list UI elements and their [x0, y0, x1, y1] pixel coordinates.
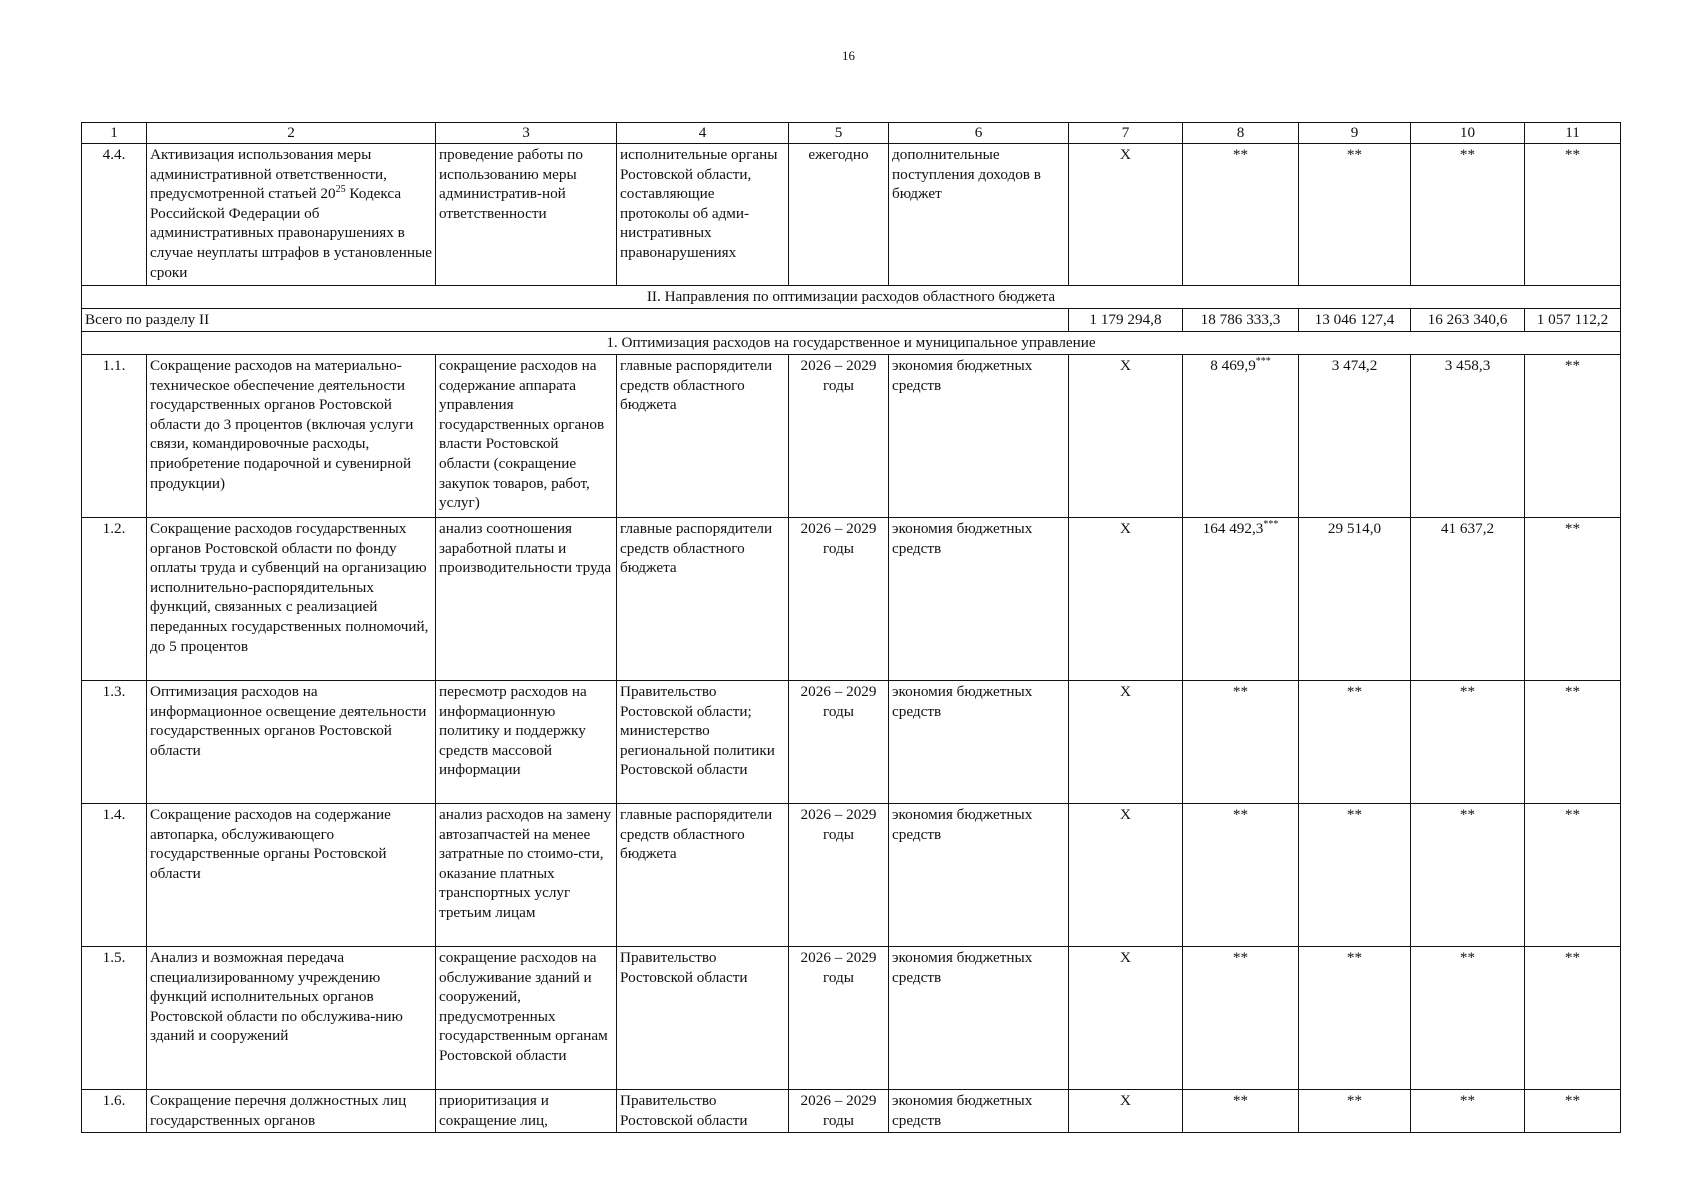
- value-col7: X: [1069, 1090, 1183, 1133]
- measure-cell: Сокращение расходов на материально-техническое обеспечение деятельности государственных органов Ростовской области до 3 процентов (включая услуги связи, командировочные расходы, приобретение подарочной и сувенирной продукции): [147, 355, 436, 518]
- column-header: 10: [1411, 123, 1525, 144]
- value-col11: **: [1525, 1090, 1621, 1133]
- article-superscript: 25: [335, 184, 346, 196]
- value-col7: X: [1069, 947, 1183, 1090]
- row-number: 4.4.: [82, 144, 147, 286]
- term-cell: 2026 – 2029 годы: [789, 1090, 889, 1133]
- total-col7: 1 179 294,8: [1069, 309, 1183, 332]
- table-row: [82, 144, 1621, 286]
- value-col9: **: [1299, 947, 1411, 1090]
- value-col11: **: [1525, 804, 1621, 947]
- table-row: [82, 804, 1621, 947]
- column-header: 3: [436, 123, 617, 144]
- value-text: **: [1232, 1092, 1249, 1109]
- value-col8: [1183, 947, 1299, 1090]
- section-title: II. Направления по оптимизации расходов областного бюджета: [82, 286, 1621, 309]
- column-header: 9: [1299, 123, 1411, 144]
- result-cell: экономия бюджетных средств: [889, 518, 1069, 681]
- action-cell: приоритизация и сокращение лиц,: [436, 1090, 617, 1133]
- measure-cell: [147, 144, 436, 286]
- table-row: [82, 518, 1621, 681]
- value-col9: **: [1299, 1090, 1411, 1133]
- column-header: 1: [82, 123, 147, 144]
- term-cell: 2026 – 2029 годы: [789, 355, 889, 518]
- value-col8: **: [1183, 144, 1299, 286]
- footnote-marker: ***: [1255, 355, 1271, 367]
- term-cell: 2026 – 2029 годы: [789, 518, 889, 681]
- measure-text: Активизация использования меры административной ответственности, предусмотренной статьей 20: [150, 146, 387, 203]
- value-col9: **: [1299, 144, 1411, 286]
- value-col8: [1183, 804, 1299, 947]
- term-cell: 2026 – 2029 годы: [789, 804, 889, 947]
- executor-cell: Правительство Ростовской области: [617, 1090, 789, 1133]
- column-header: 6: [889, 123, 1069, 144]
- value-col10: **: [1411, 144, 1525, 286]
- value-col11: **: [1525, 144, 1621, 286]
- column-header: 4: [617, 123, 789, 144]
- result-cell: экономия бюджетных средств: [889, 1090, 1069, 1133]
- value-text: **: [1232, 949, 1249, 966]
- value-col11: **: [1525, 681, 1621, 804]
- value-col10: 41 637,2: [1411, 518, 1525, 681]
- total-col9: 13 046 127,4: [1299, 309, 1411, 332]
- value-col10: 3 458,3: [1411, 355, 1525, 518]
- value-col11: **: [1525, 355, 1621, 518]
- result-cell: дополнительные поступления доходов в бюджет: [889, 144, 1069, 286]
- term-cell: ежегодно: [789, 144, 889, 286]
- subsection-row: [82, 332, 1621, 355]
- result-cell: экономия бюджетных средств: [889, 355, 1069, 518]
- result-cell: экономия бюджетных средств: [889, 947, 1069, 1090]
- total-label: Всего по разделу II: [82, 309, 1069, 332]
- value-col10: **: [1411, 947, 1525, 1090]
- executor-cell: Правительство Ростовской области: [617, 947, 789, 1090]
- executor-cell: исполнительные органы Ростовской области, составляющие протоколы об адми-нистративных правонарушениях: [617, 144, 789, 286]
- result-cell: экономия бюджетных средств: [889, 681, 1069, 804]
- total-col11: 1 057 112,2: [1525, 309, 1621, 332]
- column-header: 7: [1069, 123, 1183, 144]
- table-row: [82, 1090, 1621, 1133]
- row-number: 1.2.: [82, 518, 147, 681]
- row-number: 1.5.: [82, 947, 147, 1090]
- column-number-row: [82, 123, 1621, 144]
- value-col10: **: [1411, 804, 1525, 947]
- executor-cell: Правительство Ростовской области; министерство региональной политики Ростовской области: [617, 681, 789, 804]
- row-number: 1.6.: [82, 1090, 147, 1133]
- value-col7: X: [1069, 681, 1183, 804]
- value-text: 164 492,3: [1202, 520, 1264, 537]
- term-cell: 2026 – 2029 годы: [789, 947, 889, 1090]
- value-col11: **: [1525, 947, 1621, 1090]
- subsection-title: 1. Оптимизация расходов на государственное и муниципальное управление: [82, 332, 1621, 355]
- value-text: **: [1232, 806, 1249, 823]
- table-row: [82, 355, 1621, 518]
- measure-cell: Оптимизация расходов на информационное освещение деятельности государственных органов Ростовской области: [147, 681, 436, 804]
- measure-cell: Анализ и возможная передача специализированному учреждению функций исполнительных органов Ростовской области по обслужива-нию зданий и сооружений: [147, 947, 436, 1090]
- section-row: [82, 286, 1621, 309]
- column-header: 2: [147, 123, 436, 144]
- executor-cell: главные распорядители средств областного бюджета: [617, 518, 789, 681]
- action-cell: анализ расходов на замену автозапчастей на менее затратные по стоимо-сти, оказание платных транспортных услуг третьим лицам: [436, 804, 617, 947]
- row-number: 1.3.: [82, 681, 147, 804]
- column-header: 8: [1183, 123, 1299, 144]
- value-col8: [1183, 518, 1299, 681]
- value-col9: **: [1299, 804, 1411, 947]
- table-row: [82, 947, 1621, 1090]
- value-col7: X: [1069, 518, 1183, 681]
- term-cell: 2026 – 2029 годы: [789, 681, 889, 804]
- column-header: 11: [1525, 123, 1621, 144]
- action-cell: пересмотр расходов на информационную политику и поддержку средств массовой информации: [436, 681, 617, 804]
- value-col8: [1183, 681, 1299, 804]
- measure-cell: Сокращение расходов на содержание автопарка, обслуживающего государственные органы Ростовской области: [147, 804, 436, 947]
- action-cell: сокращение расходов на обслуживание зданий и сооружений, предусмотренных государственным органам Ростовской области: [436, 947, 617, 1090]
- row-number: 1.4.: [82, 804, 147, 947]
- value-text: **: [1232, 683, 1249, 700]
- result-cell: экономия бюджетных средств: [889, 804, 1069, 947]
- measure-cell: Сокращение перечня должностных лиц государственных органов: [147, 1090, 436, 1133]
- value-col10: **: [1411, 681, 1525, 804]
- value-col8: [1183, 1090, 1299, 1133]
- footnote-marker: ***: [1263, 518, 1279, 530]
- measure-cell: Сокращение расходов государственных органов Ростовской области по фонду оплаты труда и субвенций на организацию исполнительно-распорядительных функций, связанных с реализацией переданных государственных полномочий, до 5 процентов: [147, 518, 436, 681]
- value-col9: 29 514,0: [1299, 518, 1411, 681]
- executor-cell: главные распорядители средств областного бюджета: [617, 804, 789, 947]
- action-cell: анализ соотношения заработной платы и производительности труда: [436, 518, 617, 681]
- measures-table: [81, 122, 1621, 1133]
- value-col8: [1183, 355, 1299, 518]
- value-col9: 3 474,2: [1299, 355, 1411, 518]
- value-col7: X: [1069, 355, 1183, 518]
- value-col7: X: [1069, 804, 1183, 947]
- value-col7: X: [1069, 144, 1183, 286]
- measure-text: Кодекса Российской Федерации об административных правонарушениях в случае неуплаты штрафов в установленные сроки: [150, 185, 432, 281]
- action-cell: проведение работы по использованию меры административ-ной ответственности: [436, 144, 617, 286]
- total-col8: 18 786 333,3: [1183, 309, 1299, 332]
- value-col11: **: [1525, 518, 1621, 681]
- total-col10: 16 263 340,6: [1411, 309, 1525, 332]
- value-col10: **: [1411, 1090, 1525, 1133]
- action-cell: сокращение расходов на содержание аппарата управления государственных органов власти Ростовской области (сокращение закупок товаров, работ, услуг): [436, 355, 617, 518]
- total-row: [82, 309, 1621, 332]
- column-header: 5: [789, 123, 889, 144]
- table-row: [82, 681, 1621, 804]
- row-number: 1.1.: [82, 355, 147, 518]
- executor-cell: главные распорядители средств областного бюджета: [617, 355, 789, 518]
- value-text: 8 469,9: [1210, 357, 1256, 374]
- value-col9: **: [1299, 681, 1411, 804]
- page-number: 16: [842, 48, 855, 63]
